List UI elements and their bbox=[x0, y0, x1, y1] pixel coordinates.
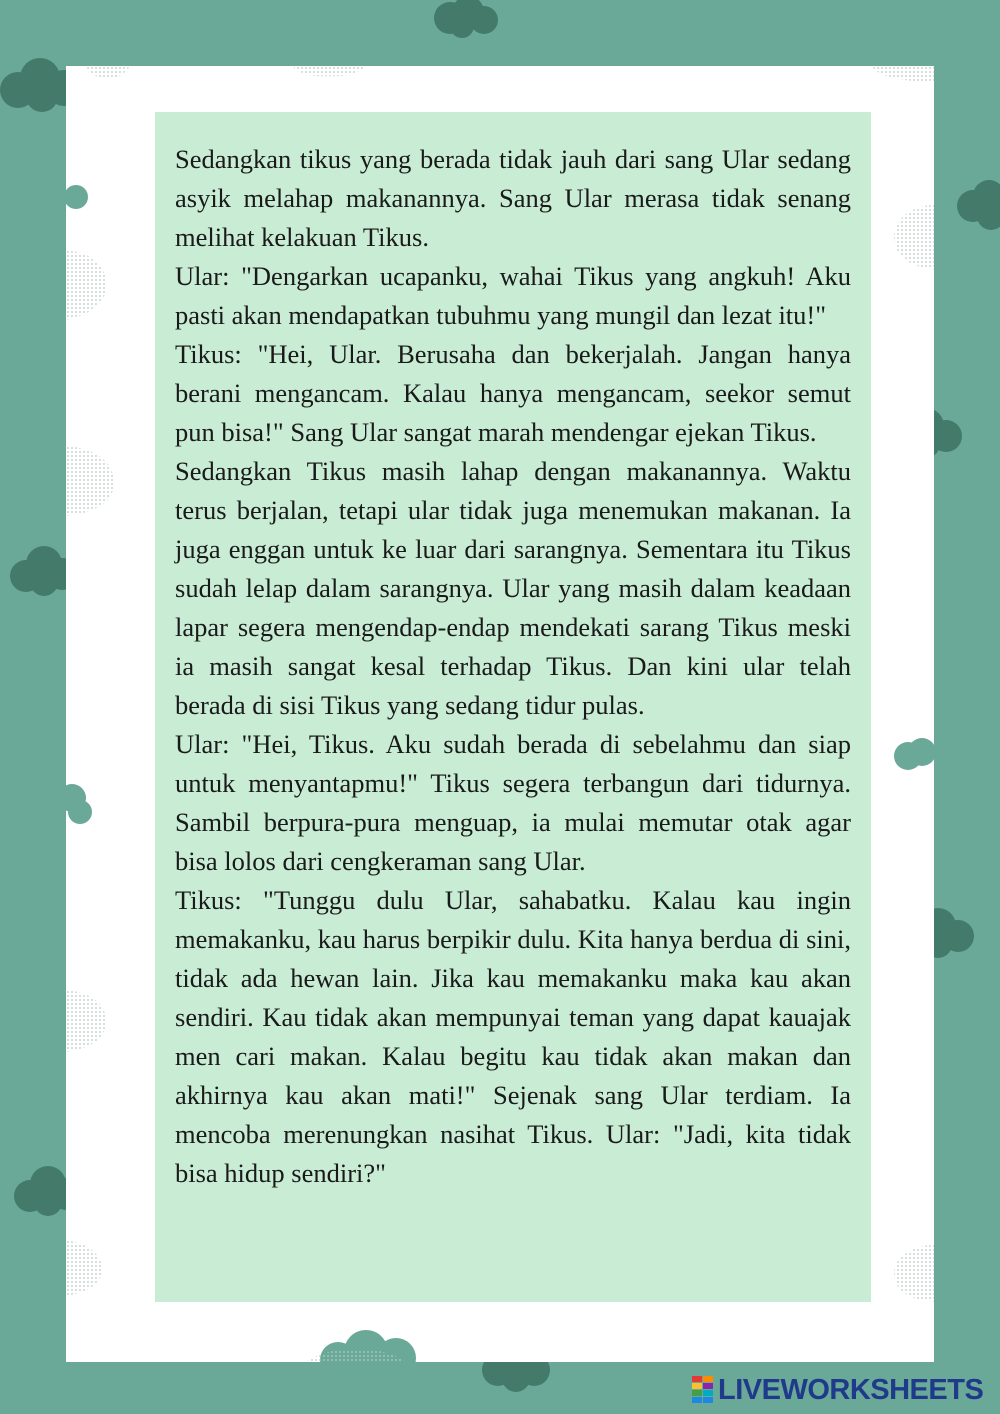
dotted-cloud-icon bbox=[66, 990, 110, 1052]
dotted-cloud-icon bbox=[66, 446, 118, 516]
story-paragraph: Sedangkan Tikus masih lahap dengan makanannya. Waktu terus berjalan, tetapi ular tidak juga menemukan makanan. Ia juga enggan untuk ke luar dari sarangnya. Sementara itu Tikus sudah lelap dalam sarangnya. Ular yang masih dalam keadaan lapar segera mengendap-endap mendekati sarang Tikus meski ia masih sangat kesal terhadap Tikus. Dan kini ular telah berada di sisi Tikus yang sedang tidur pulas. bbox=[175, 456, 851, 720]
dotted-cloud-icon bbox=[66, 250, 110, 320]
liveworksheets-logo-icon bbox=[692, 1376, 714, 1404]
story-text bbox=[175, 140, 851, 1193]
story-paragraph: Ular: "Dengarkan ucapanku, wahai Tikus yang angkuh! Aku pasti akan mendapatkan tubuhmu yang mungil dan lezat itu!" bbox=[175, 261, 851, 330]
dotted-cloud-icon bbox=[66, 1240, 106, 1296]
story-panel bbox=[155, 112, 871, 1302]
story-paragraph: Tikus: "Tunggu dulu Ular, sahabatku. Kalau kau ingin memakanku, kau harus berpikir dulu. Kita hanya berdua di sini, tidak ada hewan lain. Jika kau memakanku maka kau akan sendiri. Kau tidak akan mempunyai teman yang dapat kauajak men cari makan. Kalau begitu kau tidak akan makan dan akhirnya kau akan mati!" Sejenak sang Ular terdiam. Ia mencoba merenungkan nasihat Tikus. Ular: "Jadi, kita tidak bisa hidup sendiri?" bbox=[175, 885, 851, 1188]
cloud-icon bbox=[66, 784, 96, 824]
liveworksheets-logo[interactable] bbox=[692, 1374, 983, 1406]
cloud-icon bbox=[430, 0, 502, 40]
cloud-icon bbox=[955, 180, 1000, 234]
dotted-cloud-icon bbox=[292, 66, 366, 78]
story-paragraph: Tikus: "Hei, Ular. Berusaha dan bekerjalah. Jangan hanya berani mengancam. Kalau hanya mengancam, seekor semut pun bisa!" Sang Ular sangat marah mendengar ejekan Tikus. bbox=[175, 339, 851, 447]
dotted-cloud-icon bbox=[892, 204, 934, 270]
dotted-cloud-icon bbox=[872, 66, 934, 82]
cloud-icon bbox=[892, 736, 934, 774]
dotted-cloud-icon bbox=[892, 1244, 934, 1302]
story-paragraph: Sedangkan tikus yang berada tidak jauh dari sang Ular sedang asyik melahap makanannya. Sang Ular merasa tidak senang melihat kelakuan Tikus. bbox=[175, 144, 851, 252]
story-paragraph: Ular: "Hei, Tikus. Aku sudah berada di sebelahmu dan siap untuk menyantapmu!" Tikus segera terbangun dari tidurnya. Sambil berpura-pura menguap, ia mulai memutar otak agar bisa lolos dari cengkeraman sang Ular. bbox=[175, 729, 851, 876]
cloud-icon bbox=[66, 184, 92, 210]
logo-text: LIVEWORKSHEETS bbox=[718, 1374, 984, 1406]
dotted-cloud-icon bbox=[306, 1346, 406, 1362]
dotted-cloud-icon bbox=[86, 66, 130, 80]
